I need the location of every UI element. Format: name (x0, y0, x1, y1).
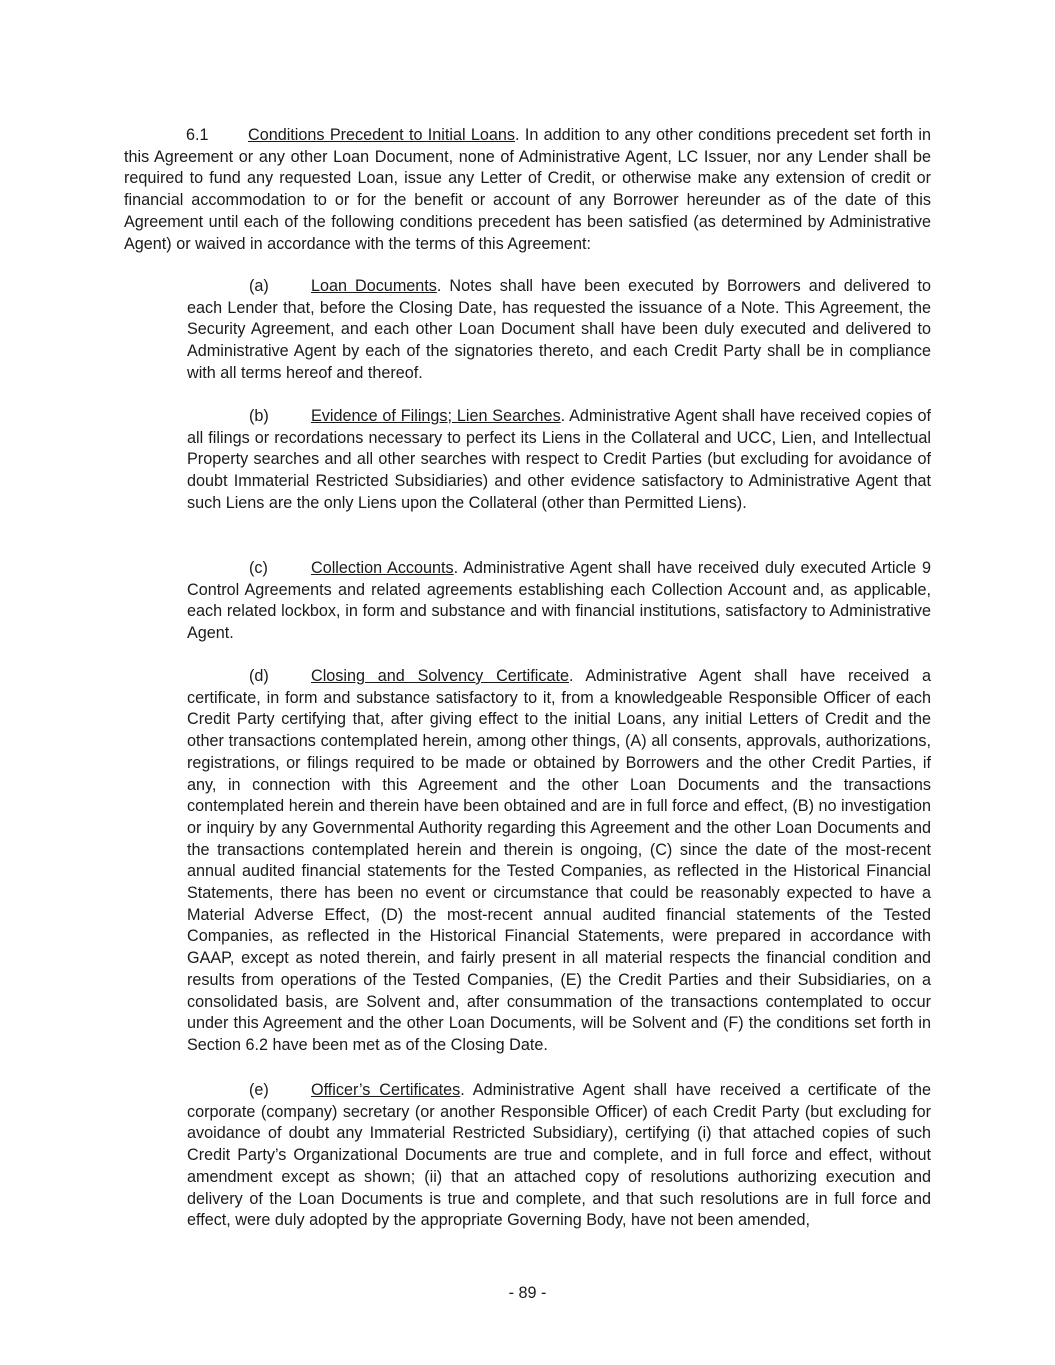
section-heading: Conditions Precedent to Initial Loans (248, 126, 515, 144)
paragraph-label: (b) (249, 407, 269, 425)
paragraph-label: (a) (249, 277, 269, 295)
paragraph-heading: Officer’s Certificates (311, 1081, 461, 1099)
section-number: 6.1 (186, 126, 209, 144)
paragraph-heading: Collection Accounts (311, 559, 454, 577)
paragraph-a (187, 276, 931, 385)
paragraph-e (187, 1080, 931, 1232)
paragraph-label: (e) (249, 1081, 269, 1099)
paragraph-b (187, 406, 931, 515)
paragraph-body: . Administrative Agent shall have received copies of all filings or recordations necessary to perfect its Liens in the Collateral and UCC, Lien, and Intellectual Property searches and all other searches with respect to Credit Parties (but excluding for avoidance of doubt Immaterial Restricted Subsidiaries) and other evidence satisfactory to Administrative Agent that such Liens are the only Liens upon the Collateral (other than Permitted Liens). (187, 407, 931, 512)
paragraph-label: (c) (249, 559, 268, 577)
paragraph-label: (d) (249, 667, 269, 685)
paragraph-body: . Administrative Agent shall have received a certificate, in form and substance satisfactory to it, from a knowledgeable Responsible Officer of each Credit Party certifying that, after giving effect to the initial Loans, any initial Letters of Credit and the other transactions contemplated herein, among other things, (A) all consents, approvals, authorizations, registrations, or filings required to be made or obtained by Borrowers and the other Credit Parties, if any, in connection with this Agreement and the other Loan Documents and the transactions contemplated herein and therein have been obtained and are in full force and effect, (B) no investigation or inquiry by any Governmental Authority regarding this Agreement and the other Loan Documents and the transactions contemplated herein and therein is ongoing, (C) since the date of the most-recent annual audited financial statements for the Tested Companies, as reflected in the Historical Financial Statements, there has been no event or circumstance that could be reasonably expected to have a Material Adverse Effect, (D) the most-recent annual audited financial statements of the Tested Companies, as reflected in the Historical Financial Statements, were prepared in accordance with GAAP, except as noted therein, and fairly present in all material respects the financial condition and results from operations of the Tested Companies, (E) the Credit Parties and their Subsidiaries, on a consolidated basis, are Solvent and, after consummation of the transactions contemplated to occur under this Agreement and the other Loan Documents, will be Solvent and (F) the conditions set forth in Section 6.2 have been met as of the Closing Date. (187, 667, 931, 1054)
section-6-1-paragraph (124, 125, 931, 255)
paragraph-heading: Loan Documents (311, 277, 437, 295)
paragraph-d (187, 666, 931, 1057)
page-number: - 89 - (508, 1284, 547, 1302)
paragraph-body: . Notes shall have been executed by Borrowers and delivered to each Lender that, before the Closing Date, has requested the issuance of a Note. This Agreement, the Security Agreement, and each other Loan Document shall have been duly executed and delivered to Administrative Agent by each of the signatories thereto, and each Credit Party shall be in compliance with all terms hereof and thereof. (187, 277, 931, 382)
paragraph-c (187, 558, 931, 645)
paragraph-heading: Closing and Solvency Certificate (311, 667, 569, 685)
section-body: . In addition to any other conditions precedent set forth in this Agreement or any other Loan Document, none of Administrative Agent, LC Issuer, nor any Lender shall be required to fund any requested Loan, issue any Letter of Credit, or otherwise make any extension of credit or financial accommodation to or for the benefit or account of any Borrower hereunder as of the date of this Agreement until each of the following conditions precedent has been satisfied (as determined by Administrative Agent) or waived in accordance with the terms of this Agreement: (124, 126, 931, 253)
paragraph-body: . Administrative Agent shall have received a certificate of the corporate (company) secretary (or another Responsible Officer) of each Credit Party (but excluding for avoidance of doubt any Immaterial Restricted Subsidiary), certifying (i) that attached copies of such Credit Party’s Organizational Documents are true and complete, and in full force and effect, without amendment except as shown; (ii) that an attached copy of resolutions authorizing execution and delivery of the Loan Documents is true and complete, and that such resolutions are in full force and effect, were duly adopted by the appropriate Governing Body, have not been amended, (187, 1081, 931, 1230)
paragraph-heading: Evidence of Filings; Lien Searches (311, 407, 561, 425)
paragraph-body: . Administrative Agent shall have received duly executed Article 9 Control Agreements and related agreements establishing each Collection Account and, as applicable, each related lockbox, in form and substance and with financial institutions, satisfactory to Administrative Agent. (187, 559, 931, 643)
